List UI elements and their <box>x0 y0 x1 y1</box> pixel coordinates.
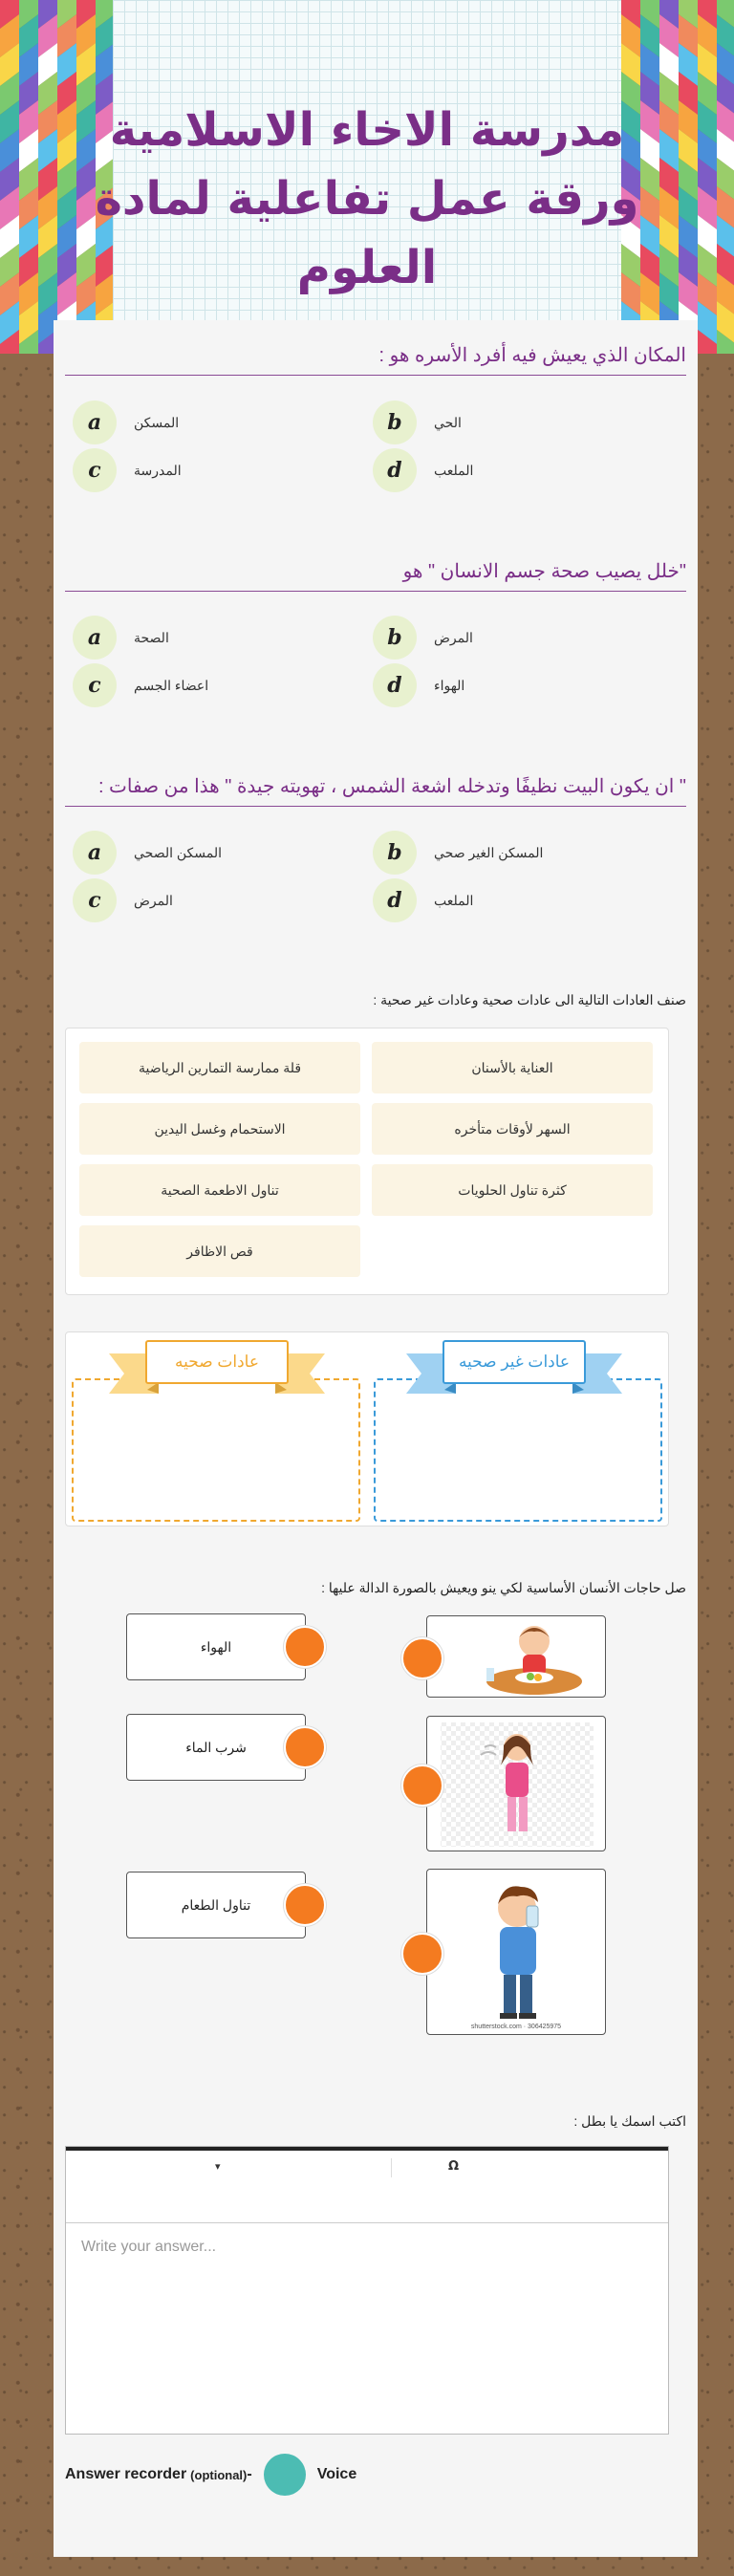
option-letter: b <box>373 616 417 660</box>
healthy-bin-label: عادات صحيه <box>145 1340 289 1384</box>
answer-textarea[interactable]: Write your answer... <box>81 2239 217 2255</box>
recorder-dash: - <box>247 2466 252 2482</box>
option-letter: a <box>73 831 117 875</box>
name-prompt-title: اكتب اسمك يا بطل : <box>573 2113 686 2129</box>
option-text: الهواء <box>434 677 465 693</box>
question-1-option-a[interactable] <box>73 400 369 445</box>
sort-items-pool <box>65 1028 669 1295</box>
option-letter: b <box>373 831 417 875</box>
boy-eating-illustration <box>427 1616 606 1698</box>
question-1-option-b[interactable] <box>373 400 669 445</box>
match-connector-dot[interactable] <box>401 1933 443 1975</box>
match-label-food[interactable]: تناول الطعام <box>126 1872 306 1938</box>
worksheet-card <box>54 320 698 2557</box>
recorder-label: Answer recorder <box>65 2466 187 2482</box>
sort-item[interactable]: الاستحمام وغسل اليدين <box>79 1103 360 1155</box>
match-title: صل حاجات الأنسان الأساسية لكي ينو ويعيش بالصورة الدالة عليها : <box>321 1580 686 1595</box>
special-characters-icon[interactable]: Ω <box>448 2159 460 2174</box>
option-letter: a <box>73 400 117 444</box>
option-text: المرض <box>134 892 173 908</box>
sort-item[interactable]: قص الاظافر <box>79 1225 360 1277</box>
question-2-option-b[interactable] <box>373 615 669 660</box>
question-1-option-c[interactable] <box>73 447 369 493</box>
unhealthy-bin-label: عادات غير صحيه <box>443 1340 586 1384</box>
sort-item[interactable]: قلة ممارسة التمارين الرياضية <box>79 1042 360 1093</box>
option-letter: d <box>373 663 417 707</box>
question-2-option-a[interactable] <box>73 615 369 660</box>
match-connector-dot[interactable] <box>284 1626 326 1668</box>
dropdown-chevron-icon[interactable]: ▾ <box>215 2160 221 2173</box>
question-2-title: "خلل يصيب صحة جسم الانسان " هو <box>65 559 686 592</box>
option-text: اعضاء الجسم <box>134 677 209 693</box>
option-letter: a <box>73 616 117 660</box>
match-connector-dot[interactable] <box>284 1884 326 1926</box>
toolbar-separator <box>391 2158 392 2177</box>
answer-editor <box>65 2146 669 2435</box>
voice-label: Voice <box>316 2466 357 2482</box>
sort-item[interactable]: تناول الاطعمة الصحية <box>79 1164 360 1216</box>
option-letter: d <box>373 878 417 922</box>
recorder-optional-note: (optional) <box>190 2467 248 2482</box>
boy-drinking-illustration <box>427 1870 606 2035</box>
worksheet-header <box>0 0 734 354</box>
match-label-water[interactable]: شرب الماء <box>126 1714 306 1781</box>
option-text: المرض <box>434 629 473 645</box>
question-3-option-d[interactable] <box>373 877 669 923</box>
question-2-option-c[interactable] <box>73 662 369 708</box>
match-connector-dot[interactable] <box>401 1764 443 1807</box>
option-letter: b <box>373 400 417 444</box>
question-3-title: " ان يكون البيت نظيفًا وتدخله اشعة الشمس ، تهويته جيدة " هذا من صفات : <box>65 774 686 807</box>
option-text: المسكن الغير صحي <box>434 844 544 860</box>
question-3-option-a[interactable] <box>73 830 369 876</box>
match-label-air[interactable]: الهواء <box>126 1613 306 1680</box>
match-image-drinking <box>426 1869 606 2035</box>
editor-toolbar <box>66 2147 668 2223</box>
sort-title: صنف العادات التالية الى عادات صحية وعادات غير صحية : <box>373 992 686 1007</box>
record-voice-button[interactable] <box>264 2454 306 2496</box>
match-connector-dot[interactable] <box>401 1637 443 1679</box>
option-text: المسكن الصحي <box>134 844 223 860</box>
question-1-title: المكان الذي يعيش فيه أفرد الأسره هو : <box>65 343 686 376</box>
option-letter: d <box>373 448 417 492</box>
question-1-option-d[interactable] <box>373 447 669 493</box>
option-text: الملعب <box>434 462 474 478</box>
option-text: الحي <box>434 414 462 430</box>
match-image-breathing <box>426 1716 606 1851</box>
option-letter: c <box>73 878 117 922</box>
question-3-option-c[interactable] <box>73 877 369 923</box>
sort-item[interactable]: العناية بالأسنان <box>372 1042 653 1093</box>
sort-item[interactable]: كثرة تناول الحلويات <box>372 1164 653 1216</box>
image-caption: shutterstock.com · 306425975 <box>470 2024 562 2030</box>
option-text: المدرسة <box>134 462 182 478</box>
question-2-option-d[interactable] <box>373 662 669 708</box>
sort-bins <box>65 1331 669 1526</box>
girl-breathing-illustration <box>427 1717 606 1851</box>
match-image-eating <box>426 1615 606 1698</box>
question-3-option-b[interactable] <box>373 830 669 876</box>
option-text: المسكن <box>134 414 180 430</box>
option-letter: c <box>73 448 117 492</box>
match-connector-dot[interactable] <box>284 1726 326 1768</box>
option-text: الصحة <box>134 629 169 645</box>
page-title: مدرسة الاخاء الاسلامية ورقة عمل تفاعلية لمادة العلوم <box>95 103 639 294</box>
sort-item[interactable]: السهر لأوقات متأخره <box>372 1103 653 1155</box>
option-letter: c <box>73 663 117 707</box>
answer-recorder <box>65 2454 356 2496</box>
option-text: الملعب <box>434 892 474 908</box>
